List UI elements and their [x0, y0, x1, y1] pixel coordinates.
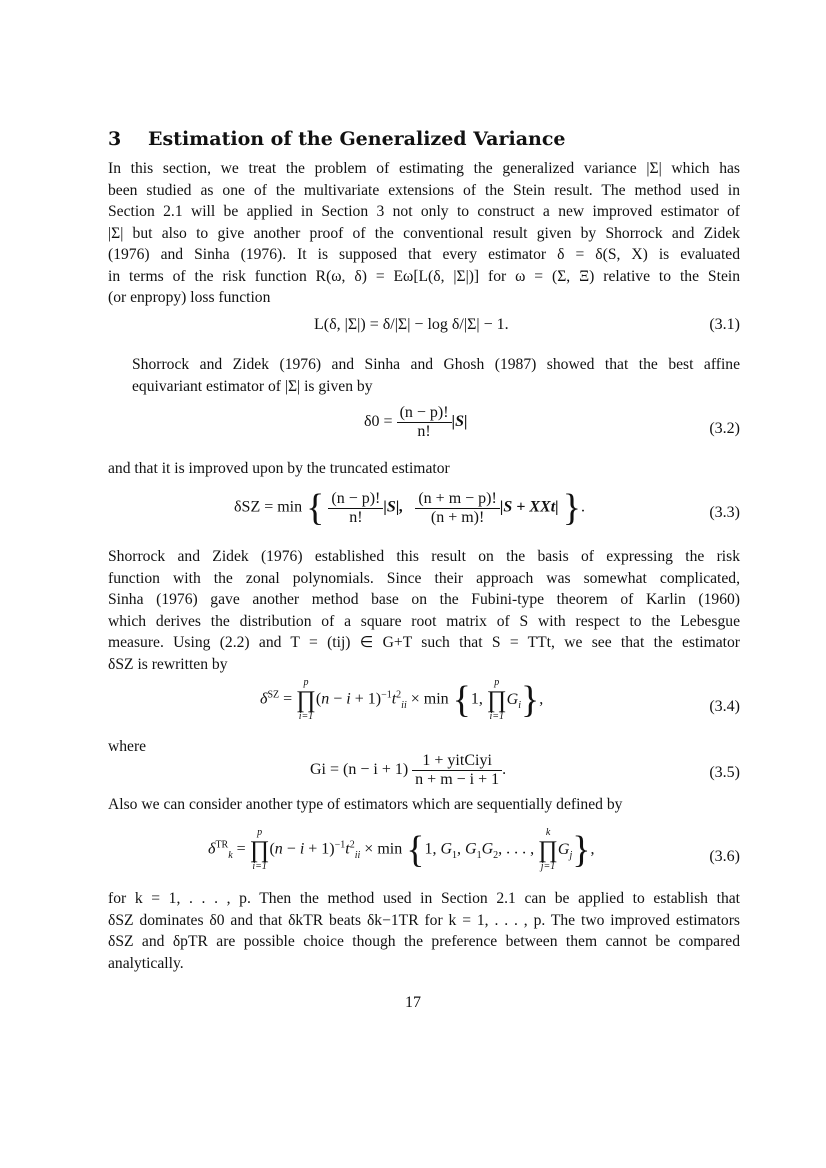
numerator: (n − p)!: [397, 404, 452, 423]
text-line: measure. Using (2.2) and T = (tij) ∈ G+T such that S = TTt, we see that the estimator: [108, 634, 740, 651]
text-line: Shorrock and Zidek (1976) established this result on the basis of expressing the risk: [108, 548, 740, 565]
section-heading: [108, 128, 566, 150]
equation-number: (3.1): [709, 316, 740, 333]
section-title: Estimation of the Generalized Variance: [148, 128, 566, 150]
text-line: where: [108, 738, 147, 755]
text-line: In this section, we treat the problem of estimating the generalized variance |Σ| which has: [108, 160, 740, 177]
numerator: (n + m − p)!: [415, 490, 499, 509]
left-brace: {: [452, 679, 471, 721]
paragraph-conclusion: [108, 888, 740, 974]
equation-3-2: [108, 404, 740, 456]
equation-number: (3.3): [709, 504, 740, 521]
equation-3-5: Gi = (n − i + 1) $\frac{\text{1 + yitCiyi}}{n + m - i + 1}$ . (3.5): [310, 752, 740, 788]
text-line: δSZ and δpTR are possible choice though the preference between them cannot be compared: [108, 933, 740, 950]
text-line: δSZ is rewritten by: [108, 655, 228, 673]
paragraph-intro: [108, 158, 740, 309]
term: |S|,: [383, 498, 404, 516]
equation-3-6: $\delta^{TR}_k$ = p ∏ i=1 $(n - i + 1)^{-1}t^2_{ii} \times \min \{1$, $G_1$, $G_1G_2$, . . . , k ∏ j=1 $G_j$}, (3.6): [208, 827, 740, 872]
numerator: 1 + yitCiyi: [412, 752, 502, 771]
text-line: (or enpropy) loss function: [108, 289, 271, 306]
paragraph-sequential: [108, 794, 740, 816]
text-line: Shorrock and Zidek (1976) and Sinha and Ghosh (1987) showed that the best affine: [132, 356, 740, 373]
product-operator: p ∏ i=1: [249, 827, 270, 872]
right-brace: }: [572, 829, 591, 871]
paragraph-truncated: [108, 458, 740, 480]
text-line: in terms of the risk function R(ω, δ) = Eω[L(δ, |Σ|)] for ω = (Σ, Ξ) relative to the Stein: [108, 267, 740, 285]
equation-number: (3.4): [709, 698, 740, 715]
text-line: for k = 1, . . . , p. Then the method used in Section 2.1 can be applied to establish that: [108, 890, 740, 907]
equation-body: L(δ, |Σ|) = δ/|Σ| − log δ/|Σ| − 1.: [314, 316, 509, 333]
denominator: (n + m)!: [430, 508, 485, 526]
denominator: n + m − i + 1: [415, 771, 500, 788]
equation-number: (3.5): [709, 764, 740, 781]
text-line: δSZ dominates δ0 and that δkTR beats δk−1TR for k = 1, . . . , p. The two improved estimators: [108, 911, 740, 929]
page-number: 17: [405, 994, 421, 1011]
equation-lhs: Gi = (n − i + 1): [310, 761, 409, 779]
equation-lhs: δSZ = min: [234, 498, 303, 516]
right-brace: }: [521, 679, 540, 721]
fraction: [397, 404, 452, 441]
product-operator: p ∏ i=1: [486, 677, 507, 722]
paragraph-shorrock: [108, 546, 740, 675]
text-line: equivariant estimator of |Σ| is given by: [132, 377, 373, 395]
numerator: (n − p)!: [328, 490, 383, 509]
product-operator: k ∏ j=1: [538, 827, 558, 872]
left-brace: {: [406, 829, 425, 871]
text-line: |Σ| but also to give another proof of the conventional result given by Shorrock and Zidek: [108, 224, 740, 242]
equation-3-1: [108, 316, 740, 340]
text-line: function with the zonal polynomials. Since their approach was somewhat complicated,: [108, 569, 740, 587]
text-line: Sinha (1976) gave another method base on the Fubini-type theorem of Karlin (1960): [108, 591, 740, 608]
equation-lhs: δ0 =: [364, 413, 393, 431]
denominator: n!: [417, 423, 431, 440]
term: |S + XXt|: [499, 498, 559, 516]
left-brace: {: [306, 487, 325, 529]
text-line: (1976) and Sinha (1976). It is supposed that every estimator δ = δ(S, X) is evaluated: [108, 246, 740, 263]
product-operator: p ∏ i=1: [296, 677, 316, 722]
equation-number: (3.2): [709, 420, 740, 437]
equation-number: (3.6): [709, 848, 740, 865]
section-number: 3: [108, 128, 122, 150]
equation-3-4: $\delta^{SZ}$ = p ∏ i=1 $(n - i + 1)^{-1}t^2_{ii} \times \min \{1$, p ∏ i=1 $G_i$}, (3.4): [260, 677, 740, 722]
text-line: which derives the distribution of a square root matrix of S with respect to the Lebesgue: [108, 612, 740, 630]
right-brace: }: [562, 487, 581, 529]
text-line: and that it is improved upon by the truncated estimator: [108, 460, 450, 477]
fraction: [412, 752, 502, 789]
text-line: analytically.: [108, 954, 184, 972]
paragraph-affine: [108, 354, 740, 397]
text-line: Also we can consider another type of estimators which are sequentially defined by: [108, 796, 623, 813]
fraction: [328, 490, 383, 527]
equation-rhs: |S|: [451, 413, 468, 431]
denominator: n!: [349, 508, 363, 526]
text-line: been studied as one of the multivariate extensions of the Stein result. The method used in: [108, 181, 740, 199]
equation-3-3: δSZ = min { $\frac{(n - p)!}{n!}$ |S|, $\frac{(n + m - p)!}{(n + m)!}$ |S + XXt| }. (3.3): [234, 487, 740, 529]
text-line: Section 2.1 will be applied in Section 3 not only to construct a new improved estimator of: [108, 203, 740, 220]
fraction: [415, 490, 499, 527]
